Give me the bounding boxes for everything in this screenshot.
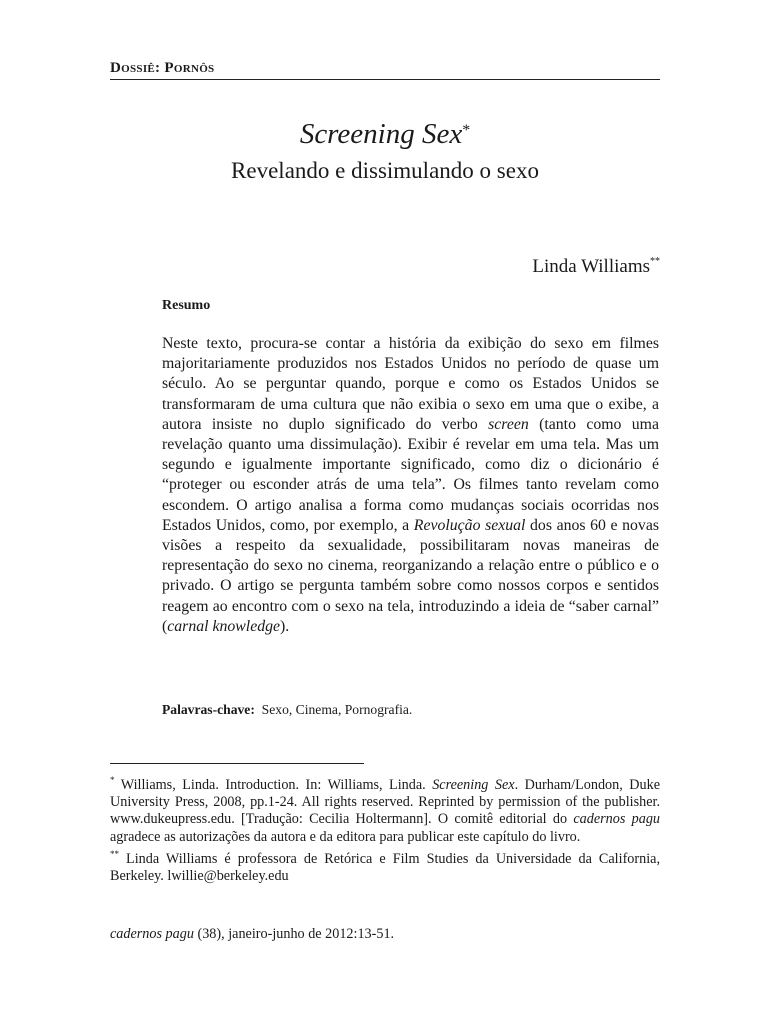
- article-subtitle: Revelando e dissimulando o sexo: [231, 158, 539, 183]
- keywords-value: Sexo, Cinema, Pornografia.: [261, 702, 413, 717]
- abstract-part: (tanto como uma revelação quanto uma dissimulação). Exibir é revelar em uma tela. Mas um segundo e igualmente importante significado, como diz o dicionário é “proteger ou esconder atrás de uma tela”. Os filmes tanto revelam como escondem. O artigo analisa a forma como mudanças sociais ocorridas nos Estados Unidos, como, por exemplo, a: [162, 415, 659, 534]
- abstract-part: ).: [280, 617, 290, 635]
- abstract-text: [162, 334, 659, 637]
- footnote-2-mark: **: [110, 848, 119, 859]
- footnote-divider: [110, 763, 364, 764]
- footnote-emphasis: cadernos pagu: [573, 811, 661, 828]
- title-footnote-mark[interactable]: *: [462, 122, 471, 139]
- abstract-emphasis: screen: [488, 415, 529, 433]
- citation-details: (38), janeiro-junho de 2012:13-51.: [193, 926, 395, 942]
- footnote-text: Linda Williams é professora de Retórica e Film Studies da Universidade da California, Berkeley. lwillie@berkeley.edu: [110, 850, 660, 885]
- abstract-part: Neste texto, procura-se contar a história da exibição do sexo em filmes majoritariamente produzidos nos Estados Unidos no período de quase um século. Ao se perguntar quando, porque e como os Estados Unidos se transformaram de uma cultura que não exibia o sexo em uma que o exibe, a autora insiste no duplo significado do verbo: [162, 335, 659, 433]
- abstract-emphasis: Revolução sexual: [413, 516, 526, 534]
- article-title: [110, 118, 660, 151]
- footnote-1: [110, 772, 660, 846]
- keywords-label: Palavras-chave:: [162, 702, 255, 717]
- footnote-text: Williams, Linda. Introduction. In: Williams, Linda.: [114, 777, 433, 793]
- footnotes: [110, 772, 660, 885]
- title-text: Screening Sex: [299, 118, 463, 150]
- journal-citation: [110, 926, 660, 943]
- abstract-part: dos anos 60 e novas visões a respeito da sexualidade, possibilitaram novas maneiras de representação do sexo no cinema, reorganizando a relação entre o público e o privado. O artigo se pergunta também sobre como nossos corpos e sentidos reagem ao encontro com o sexo na tela, introduzindo a ideia de “saber carnal” (: [162, 516, 659, 635]
- running-header: Dossiê: Pornôs: [110, 60, 660, 80]
- abstract-heading: Resumo: [162, 298, 211, 313]
- footnote-text: agradece as autorizações da autora e da editora para publicar este capítulo do livro.: [110, 828, 581, 845]
- keywords-line: [162, 702, 659, 718]
- author-footnote-mark[interactable]: **: [650, 256, 660, 267]
- author-line: [110, 256, 660, 278]
- footnote-emphasis: Screening Sex: [432, 777, 515, 793]
- journal-name: cadernos pagu: [110, 926, 194, 942]
- author-name: Linda Williams: [532, 256, 650, 277]
- footnote-2: [110, 846, 660, 885]
- footnote-text: . Durham/London, Duke University Press, 2008, pp.1-24. All rights reserved. Reprinted by permission of the publisher. www.dukeupress.edu. [Tradução: Cecilia Holtermann]. O comitê editorial do: [110, 777, 661, 828]
- abstract-emphasis: carnal knowledge: [167, 617, 281, 635]
- footnote-1-mark: *: [110, 775, 115, 785]
